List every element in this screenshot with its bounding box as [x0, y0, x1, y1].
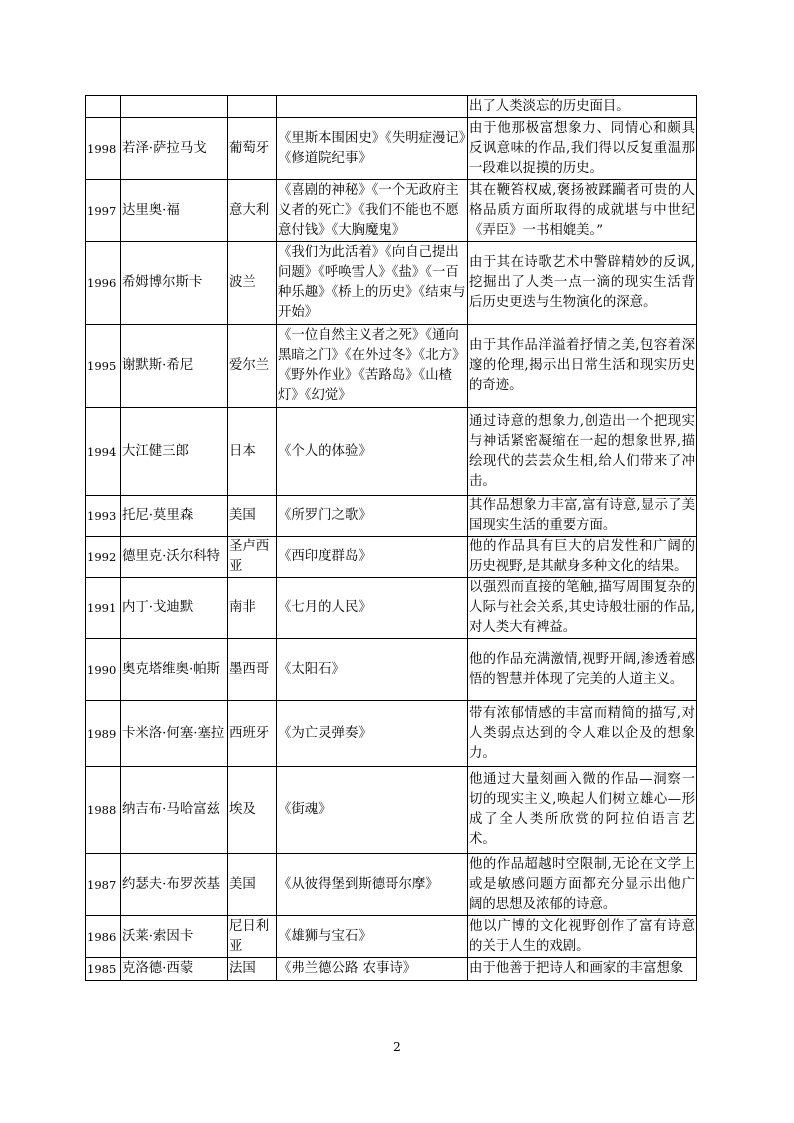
- year-cell: 1988: [86, 767, 121, 854]
- works-cell: 《西印度群岛》: [277, 537, 468, 578]
- table-row: [86, 496, 697, 537]
- country-cell: [228, 96, 277, 118]
- year-cell: 1985: [86, 958, 121, 981]
- reason-cell: 其作品想象力丰富,富有诗意,显示了美国现实生活的重要方面。: [468, 496, 697, 537]
- table-row: [86, 96, 697, 118]
- works-cell: 《所罗门之歌》: [277, 496, 468, 537]
- country-cell: 墨西哥: [228, 639, 277, 701]
- table-row: [86, 767, 697, 854]
- table-body: [86, 96, 697, 981]
- year-cell: 1998: [86, 118, 121, 180]
- works-cell: [277, 96, 468, 118]
- name-cell: 卡米洛·何塞·塞拉: [121, 701, 228, 767]
- year-cell: 1994: [86, 408, 121, 496]
- year-cell: 1995: [86, 325, 121, 408]
- table-row: [86, 639, 697, 701]
- reason-cell: 由于他善于把诗人和画家的丰富想象: [468, 958, 697, 981]
- table-row: [86, 701, 697, 767]
- country-cell: 南非: [228, 578, 277, 639]
- works-cell: 《里斯本围困史》《失明症漫记》《修道院纪事》: [277, 118, 468, 180]
- works-cell: 《从彼得堡到斯德哥尔摩》: [277, 854, 468, 916]
- year-cell: [86, 96, 121, 118]
- reason-cell: 他的作品具有巨大的启发性和广阔的历史视野,是其献身多种文化的结果。: [468, 537, 697, 578]
- name-cell: [121, 96, 228, 118]
- country-cell: 葡萄牙: [228, 118, 277, 180]
- name-cell: 奥克塔维奥·帕斯: [121, 639, 228, 701]
- works-cell: 《我们为此活着》《向自己提出问题》《呼唤雪人》《盐》《一百种乐趣》《桥上的历史》《结束与开始》: [277, 242, 468, 325]
- reason-cell: 带有浓郁情感的丰富而精简的描写,对人类弱点达到的令人难以企及的想象力。: [468, 701, 697, 767]
- year-cell: 1993: [86, 496, 121, 537]
- name-cell: 希姆博尔斯卡: [121, 242, 228, 325]
- name-cell: 克洛德·西蒙: [121, 958, 228, 981]
- page-number: 2: [393, 1040, 401, 1054]
- reason-cell: 他通过大量刻画入微的作品—洞察一切的现实主义,唤起人们树立雄心—形成了全人类所欣赏的阿拉伯语言艺术。: [468, 767, 697, 854]
- works-cell: 《太阳石》: [277, 639, 468, 701]
- works-cell: 《个人的体验》: [277, 408, 468, 496]
- works-cell: 《雄狮与宝石》: [277, 916, 468, 958]
- reason-cell: 他的作品超越时空限制,无论在文学上或是敏感问题方面都充分显示出他广阔的思想及浓郁的诗意。: [468, 854, 697, 916]
- year-cell: 1992: [86, 537, 121, 578]
- name-cell: 若泽·萨拉马戈: [121, 118, 228, 180]
- reason-cell: 由于他那极富想象力、同情心和颇具反讽意味的作品,我们得以反复重温那一段难以捉摸的历史。: [468, 118, 697, 180]
- table-row: [86, 916, 697, 958]
- year-cell: 1991: [86, 578, 121, 639]
- country-cell: 埃及: [228, 767, 277, 854]
- year-cell: 1989: [86, 701, 121, 767]
- country-cell: 圣卢西亚: [228, 537, 277, 578]
- reason-cell: 由于其在诗歌艺术中警辟精妙的反讽,挖掘出了人类一点一滴的现实生活背后历史更迭与生物演化的深意。: [468, 242, 697, 325]
- year-cell: 1987: [86, 854, 121, 916]
- reason-cell: 由于其作品洋溢着抒情之美,包容着深邃的伦理,揭示出日常生活和现实历史的奇迹。: [468, 325, 697, 408]
- name-cell: 托尼·莫里森: [121, 496, 228, 537]
- works-cell: 《街魂》: [277, 767, 468, 854]
- table-row: [86, 854, 697, 916]
- country-cell: 法国: [228, 958, 277, 981]
- table-row: [86, 958, 697, 981]
- country-cell: 西班牙: [228, 701, 277, 767]
- works-cell: 《喜剧的神秘》《一个无政府主义者的死亡》《我们不能也不愿意付钱》《大胸魔鬼》: [277, 180, 468, 242]
- table-row: [86, 537, 697, 578]
- nobel-literature-table: [85, 95, 697, 981]
- reason-cell: 他以广博的文化视野创作了富有诗意的关于人生的戏剧。: [468, 916, 697, 958]
- works-cell: 《弗兰德公路 农事诗》: [277, 958, 468, 981]
- works-cell: 《为亡灵弹奏》: [277, 701, 468, 767]
- year-cell: 1997: [86, 180, 121, 242]
- table-row: [86, 408, 697, 496]
- table-row: [86, 118, 697, 180]
- year-cell: 1986: [86, 916, 121, 958]
- country-cell: 日本: [228, 408, 277, 496]
- year-cell: 1996: [86, 242, 121, 325]
- country-cell: 美国: [228, 496, 277, 537]
- reason-cell: 以强烈而直接的笔触,描写周围复杂的人际与社会关系,其史诗般壮丽的作品,对人类大有裨益。: [468, 578, 697, 639]
- reason-cell: 出了人类淡忘的历史面目。: [468, 96, 697, 118]
- name-cell: 达里奥·福: [121, 180, 228, 242]
- name-cell: 大江健三郎: [121, 408, 228, 496]
- name-cell: 纳吉布·马哈富兹: [121, 767, 228, 854]
- country-cell: 波兰: [228, 242, 277, 325]
- country-cell: 美国: [228, 854, 277, 916]
- table-row: [86, 578, 697, 639]
- works-cell: 《一位自然主义者之死》《通向黑暗之门》《在外过冬》《北方》《野外作业》《苦路岛》《山楂灯》《幻觉》: [277, 325, 468, 408]
- name-cell: 谢默斯·希尼: [121, 325, 228, 408]
- name-cell: 德里克·沃尔科特: [121, 537, 228, 578]
- table-row: [86, 325, 697, 408]
- name-cell: 约瑟夫·布罗茨基: [121, 854, 228, 916]
- table-row: [86, 242, 697, 325]
- country-cell: 爱尔兰: [228, 325, 277, 408]
- table-row: [86, 180, 697, 242]
- name-cell: 内丁·戈迪默: [121, 578, 228, 639]
- country-cell: 尼日利亚: [228, 916, 277, 958]
- name-cell: 沃莱·索因卡: [121, 916, 228, 958]
- year-cell: 1990: [86, 639, 121, 701]
- reason-cell: 其在鞭笞权威,褒扬被蹂躏者可贵的人格品质方面所取得的成就堪与中世纪《弄臣》一书相媲美。”: [468, 180, 697, 242]
- reason-cell: 通过诗意的想象力,创造出一个把现实与神话紧密凝缩在一起的想象世界,描绘现代的芸芸众生相,给人们带来了冲击。: [468, 408, 697, 496]
- reason-cell: 他的作品充满激情,视野开阔,渗透着感悟的智慧并体现了完美的人道主义。: [468, 639, 697, 701]
- works-cell: 《七月的人民》: [277, 578, 468, 639]
- country-cell: 意大利: [228, 180, 277, 242]
